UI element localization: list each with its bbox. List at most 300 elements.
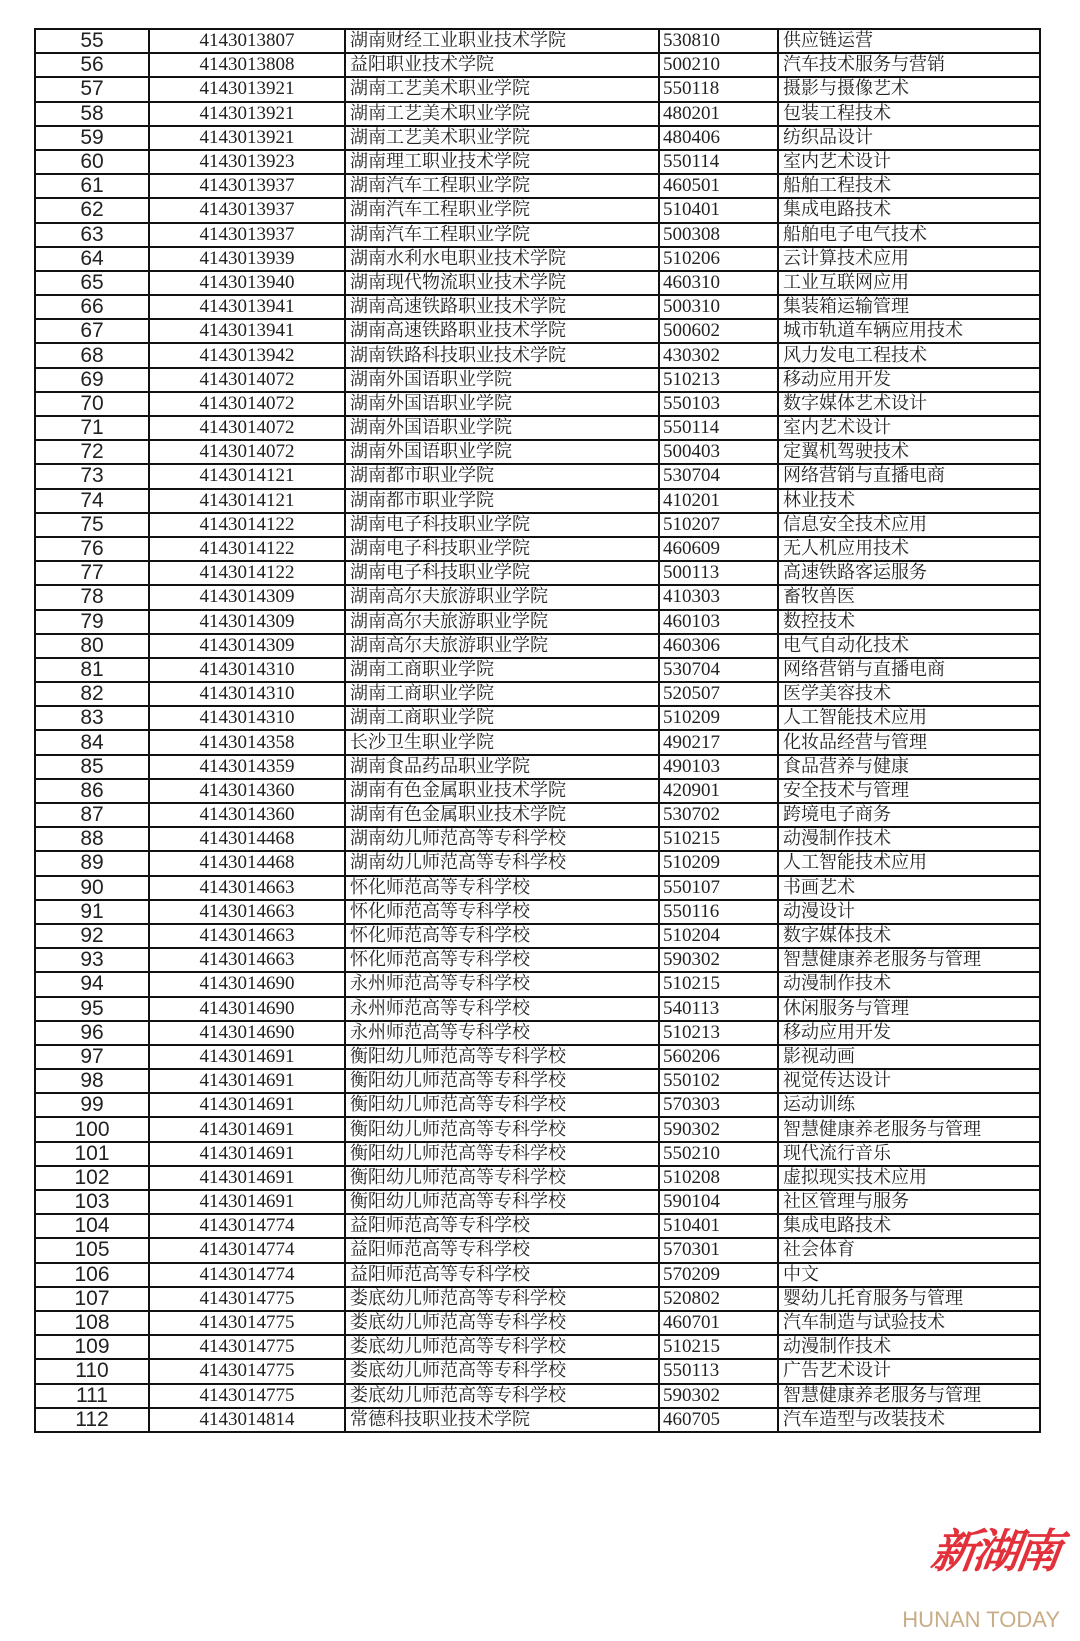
major-name-cell: 数控技术	[778, 610, 1040, 634]
majors-table	[34, 28, 1041, 1433]
major-code-cell: 590104	[659, 1190, 778, 1214]
major-name-cell: 移动应用开发	[778, 368, 1040, 392]
major-code-cell: 520802	[659, 1287, 778, 1311]
row-number-cell: 68	[35, 343, 149, 367]
school-name-cell: 衡阳幼儿师范高等专科学校	[345, 1069, 659, 1093]
school-code-cell: 4143014663	[149, 900, 345, 924]
school-name-cell: 湖南理工职业技术学院	[345, 150, 659, 174]
row-number-cell: 101	[35, 1142, 149, 1166]
table-row	[35, 755, 1040, 779]
major-code-cell: 560206	[659, 1045, 778, 1069]
major-code-cell: 510401	[659, 198, 778, 222]
major-name-cell: 化妆品经营与管理	[778, 730, 1040, 754]
row-number-cell: 104	[35, 1214, 149, 1238]
row-number-cell: 70	[35, 392, 149, 416]
major-name-cell: 网络营销与直播电商	[778, 658, 1040, 682]
school-code-cell: 4143013807	[149, 29, 345, 53]
row-number-cell: 78	[35, 585, 149, 609]
school-name-cell: 湖南有色金属职业技术学院	[345, 779, 659, 803]
school-name-cell: 娄底幼儿师范高等专科学校	[345, 1384, 659, 1408]
row-number-cell: 58	[35, 102, 149, 126]
school-code-cell: 4143014775	[149, 1335, 345, 1359]
major-name-cell: 室内艺术设计	[778, 416, 1040, 440]
row-number-cell: 102	[35, 1166, 149, 1190]
school-code-cell: 4143013808	[149, 53, 345, 77]
major-code-cell: 590302	[659, 1117, 778, 1141]
row-number-cell: 110	[35, 1359, 149, 1383]
school-code-cell: 4143013939	[149, 247, 345, 271]
major-name-cell: 工业互联网应用	[778, 271, 1040, 295]
table-row	[35, 658, 1040, 682]
major-code-cell: 410201	[659, 489, 778, 513]
major-name-cell: 休闲服务与管理	[778, 997, 1040, 1021]
school-name-cell: 湖南工艺美术职业学院	[345, 126, 659, 150]
school-code-cell: 4143014358	[149, 730, 345, 754]
school-code-cell: 4143014310	[149, 658, 345, 682]
row-number-cell: 105	[35, 1238, 149, 1262]
school-name-cell: 湖南高尔夫旅游职业学院	[345, 585, 659, 609]
school-code-cell: 4143014775	[149, 1311, 345, 1335]
table-row	[35, 876, 1040, 900]
major-code-cell: 500210	[659, 53, 778, 77]
school-name-cell: 湖南工商职业学院	[345, 658, 659, 682]
school-code-cell: 4143014691	[149, 1093, 345, 1117]
school-code-cell: 4143014691	[149, 1166, 345, 1190]
major-name-cell: 摄影与摄像艺术	[778, 77, 1040, 101]
row-number-cell: 62	[35, 198, 149, 222]
row-number-cell: 107	[35, 1287, 149, 1311]
major-code-cell: 480406	[659, 126, 778, 150]
row-number-cell: 83	[35, 706, 149, 730]
major-name-cell: 汽车造型与改装技术	[778, 1408, 1040, 1432]
major-code-cell: 510209	[659, 851, 778, 875]
major-code-cell: 520507	[659, 682, 778, 706]
school-name-cell: 常德科技职业技术学院	[345, 1408, 659, 1432]
watermark-logo: 新湖南	[927, 1524, 1062, 1578]
major-code-cell: 550102	[659, 1069, 778, 1093]
row-number-cell: 98	[35, 1069, 149, 1093]
major-code-cell: 500308	[659, 223, 778, 247]
table-row	[35, 343, 1040, 367]
major-name-cell: 影视动画	[778, 1045, 1040, 1069]
major-code-cell: 460609	[659, 537, 778, 561]
school-code-cell: 4143013941	[149, 319, 345, 343]
table-row	[35, 1142, 1040, 1166]
row-number-cell: 91	[35, 900, 149, 924]
school-code-cell: 4143014310	[149, 682, 345, 706]
major-name-cell: 移动应用开发	[778, 1021, 1040, 1045]
table-row	[35, 77, 1040, 101]
major-name-cell: 集装箱运输管理	[778, 295, 1040, 319]
major-name-cell: 现代流行音乐	[778, 1142, 1040, 1166]
school-code-cell: 4143013921	[149, 102, 345, 126]
major-code-cell: 510207	[659, 513, 778, 537]
table-row	[35, 1093, 1040, 1117]
major-name-cell: 船舶电子电气技术	[778, 223, 1040, 247]
school-code-cell: 4143014663	[149, 924, 345, 948]
major-code-cell: 430302	[659, 343, 778, 367]
row-number-cell: 81	[35, 658, 149, 682]
major-name-cell: 集成电路技术	[778, 1214, 1040, 1238]
table-row	[35, 319, 1040, 343]
row-number-cell: 84	[35, 730, 149, 754]
major-name-cell: 纺织品设计	[778, 126, 1040, 150]
major-name-cell: 书画艺术	[778, 876, 1040, 900]
major-code-cell: 550103	[659, 392, 778, 416]
row-number-cell: 63	[35, 223, 149, 247]
school-code-cell: 4143014691	[149, 1142, 345, 1166]
school-name-cell: 湖南高速铁路职业技术学院	[345, 295, 659, 319]
school-code-cell: 4143014691	[149, 1117, 345, 1141]
table-row	[35, 537, 1040, 561]
major-name-cell: 人工智能技术应用	[778, 706, 1040, 730]
major-name-cell: 网络营销与直播电商	[778, 464, 1040, 488]
school-name-cell: 湖南财经工业职业技术学院	[345, 29, 659, 53]
major-code-cell: 460306	[659, 634, 778, 658]
school-code-cell: 4143014122	[149, 513, 345, 537]
row-number-cell: 64	[35, 247, 149, 271]
major-name-cell: 医学美容技术	[778, 682, 1040, 706]
table-row	[35, 706, 1040, 730]
table-row	[35, 464, 1040, 488]
major-code-cell: 540113	[659, 997, 778, 1021]
school-name-cell: 湖南电子科技职业学院	[345, 537, 659, 561]
major-name-cell: 社会体育	[778, 1238, 1040, 1262]
school-name-cell: 衡阳幼儿师范高等专科学校	[345, 1045, 659, 1069]
row-number-cell: 61	[35, 174, 149, 198]
school-code-cell: 4143013921	[149, 77, 345, 101]
row-number-cell: 99	[35, 1093, 149, 1117]
table-row	[35, 827, 1040, 851]
row-number-cell: 67	[35, 319, 149, 343]
table-row	[35, 779, 1040, 803]
school-code-cell: 4143014359	[149, 755, 345, 779]
row-number-cell: 93	[35, 948, 149, 972]
major-code-cell: 510206	[659, 247, 778, 271]
major-name-cell: 智慧健康养老服务与管理	[778, 1384, 1040, 1408]
row-number-cell: 111	[35, 1384, 149, 1408]
table-row	[35, 440, 1040, 464]
school-name-cell: 湖南汽车工程职业学院	[345, 174, 659, 198]
table-row	[35, 150, 1040, 174]
major-code-cell: 500113	[659, 561, 778, 585]
major-code-cell: 510213	[659, 1021, 778, 1045]
table-row	[35, 368, 1040, 392]
school-code-cell: 4143013940	[149, 271, 345, 295]
major-name-cell: 数字媒体艺术设计	[778, 392, 1040, 416]
school-code-cell: 4143014814	[149, 1408, 345, 1432]
school-code-cell: 4143014072	[149, 440, 345, 464]
school-name-cell: 永州师范高等专科学校	[345, 1021, 659, 1045]
major-code-cell: 510401	[659, 1214, 778, 1238]
school-name-cell: 益阳职业技术学院	[345, 53, 659, 77]
major-name-cell: 林业技术	[778, 489, 1040, 513]
row-number-cell: 85	[35, 755, 149, 779]
row-number-cell: 73	[35, 464, 149, 488]
table-row	[35, 803, 1040, 827]
row-number-cell: 96	[35, 1021, 149, 1045]
major-name-cell: 人工智能技术应用	[778, 851, 1040, 875]
major-name-cell: 动漫制作技术	[778, 1335, 1040, 1359]
major-code-cell: 530704	[659, 658, 778, 682]
major-name-cell: 视觉传达设计	[778, 1069, 1040, 1093]
major-code-cell: 460103	[659, 610, 778, 634]
school-code-cell: 4143014775	[149, 1287, 345, 1311]
major-name-cell: 无人机应用技术	[778, 537, 1040, 561]
row-number-cell: 65	[35, 271, 149, 295]
school-name-cell: 湖南外国语职业学院	[345, 392, 659, 416]
table-row	[35, 1311, 1040, 1335]
school-name-cell: 娄底幼儿师范高等专科学校	[345, 1287, 659, 1311]
row-number-cell: 57	[35, 77, 149, 101]
row-number-cell: 74	[35, 489, 149, 513]
table-row	[35, 489, 1040, 513]
school-code-cell: 4143014309	[149, 634, 345, 658]
major-code-cell: 460310	[659, 271, 778, 295]
major-name-cell: 汽车技术服务与营销	[778, 53, 1040, 77]
table-row	[35, 972, 1040, 996]
school-name-cell: 怀化师范高等专科学校	[345, 948, 659, 972]
major-code-cell: 510204	[659, 924, 778, 948]
row-number-cell: 80	[35, 634, 149, 658]
table-row	[35, 126, 1040, 150]
table-row	[35, 610, 1040, 634]
table-row	[35, 1359, 1040, 1383]
school-name-cell: 湖南工艺美术职业学院	[345, 102, 659, 126]
school-code-cell: 4143014310	[149, 706, 345, 730]
row-number-cell: 69	[35, 368, 149, 392]
school-code-cell: 4143014690	[149, 972, 345, 996]
row-number-cell: 72	[35, 440, 149, 464]
row-number-cell: 109	[35, 1335, 149, 1359]
school-name-cell: 湖南幼儿师范高等专科学校	[345, 827, 659, 851]
school-name-cell: 益阳师范高等专科学校	[345, 1214, 659, 1238]
school-code-cell: 4143014663	[149, 948, 345, 972]
school-code-cell: 4143013923	[149, 150, 345, 174]
school-name-cell: 湖南铁路科技职业技术学院	[345, 343, 659, 367]
school-code-cell: 4143014774	[149, 1214, 345, 1238]
major-name-cell: 畜牧兽医	[778, 585, 1040, 609]
row-number-cell: 90	[35, 876, 149, 900]
school-code-cell: 4143013937	[149, 223, 345, 247]
row-number-cell: 88	[35, 827, 149, 851]
major-code-cell: 500602	[659, 319, 778, 343]
major-code-cell: 500403	[659, 440, 778, 464]
school-name-cell: 衡阳幼儿师范高等专科学校	[345, 1190, 659, 1214]
table-row	[35, 1045, 1040, 1069]
school-code-cell: 4143014468	[149, 827, 345, 851]
school-name-cell: 娄底幼儿师范高等专科学校	[345, 1311, 659, 1335]
school-name-cell: 湖南外国语职业学院	[345, 416, 659, 440]
major-name-cell: 集成电路技术	[778, 198, 1040, 222]
school-name-cell: 益阳师范高等专科学校	[345, 1263, 659, 1287]
school-code-cell: 4143014691	[149, 1190, 345, 1214]
school-code-cell: 4143014121	[149, 489, 345, 513]
major-name-cell: 动漫设计	[778, 900, 1040, 924]
row-number-cell: 75	[35, 513, 149, 537]
school-code-cell: 4143014309	[149, 585, 345, 609]
school-code-cell: 4143014774	[149, 1238, 345, 1262]
table-row	[35, 561, 1040, 585]
row-number-cell: 108	[35, 1311, 149, 1335]
major-name-cell: 高速铁路客运服务	[778, 561, 1040, 585]
table-row	[35, 1021, 1040, 1045]
major-name-cell: 数字媒体技术	[778, 924, 1040, 948]
school-name-cell: 湖南电子科技职业学院	[345, 513, 659, 537]
major-name-cell: 定翼机驾驶技术	[778, 440, 1040, 464]
table-row	[35, 1384, 1040, 1408]
table-row	[35, 223, 1040, 247]
school-code-cell: 4143014691	[149, 1045, 345, 1069]
table-row	[35, 997, 1040, 1021]
school-code-cell: 4143014360	[149, 803, 345, 827]
major-code-cell: 570301	[659, 1238, 778, 1262]
table-row	[35, 924, 1040, 948]
school-name-cell: 湖南高速铁路职业技术学院	[345, 319, 659, 343]
school-name-cell: 衡阳幼儿师范高等专科学校	[345, 1166, 659, 1190]
table-row	[35, 900, 1040, 924]
major-code-cell: 510209	[659, 706, 778, 730]
school-code-cell: 4143014122	[149, 537, 345, 561]
row-number-cell: 86	[35, 779, 149, 803]
major-name-cell: 风力发电工程技术	[778, 343, 1040, 367]
major-code-cell: 550116	[659, 900, 778, 924]
table-row	[35, 513, 1040, 537]
table-row	[35, 416, 1040, 440]
table-row	[35, 682, 1040, 706]
major-code-cell: 510215	[659, 1335, 778, 1359]
school-name-cell: 娄底幼儿师范高等专科学校	[345, 1335, 659, 1359]
school-code-cell: 4143014072	[149, 392, 345, 416]
school-name-cell: 永州师范高等专科学校	[345, 997, 659, 1021]
major-code-cell: 570303	[659, 1093, 778, 1117]
major-code-cell: 590302	[659, 948, 778, 972]
school-name-cell: 湖南高尔夫旅游职业学院	[345, 634, 659, 658]
school-code-cell: 4143013921	[149, 126, 345, 150]
major-name-cell: 智慧健康养老服务与管理	[778, 1117, 1040, 1141]
major-code-cell: 530704	[659, 464, 778, 488]
major-code-cell: 590302	[659, 1384, 778, 1408]
school-code-cell: 4143013942	[149, 343, 345, 367]
school-name-cell: 湖南食品药品职业学院	[345, 755, 659, 779]
school-name-cell: 湖南电子科技职业学院	[345, 561, 659, 585]
major-code-cell: 530702	[659, 803, 778, 827]
row-number-cell: 100	[35, 1117, 149, 1141]
school-name-cell: 湖南幼儿师范高等专科学校	[345, 851, 659, 875]
major-name-cell: 动漫制作技术	[778, 827, 1040, 851]
row-number-cell: 89	[35, 851, 149, 875]
table-row	[35, 851, 1040, 875]
school-code-cell: 4143014122	[149, 561, 345, 585]
major-name-cell: 汽车制造与试验技术	[778, 1311, 1040, 1335]
school-name-cell: 湖南工商职业学院	[345, 682, 659, 706]
school-code-cell: 4143013937	[149, 174, 345, 198]
school-name-cell: 湖南外国语职业学院	[345, 368, 659, 392]
major-name-cell: 智慧健康养老服务与管理	[778, 948, 1040, 972]
major-code-cell: 420901	[659, 779, 778, 803]
major-code-cell: 550114	[659, 416, 778, 440]
major-name-cell: 运动训练	[778, 1093, 1040, 1117]
major-code-cell: 460701	[659, 1311, 778, 1335]
table-row	[35, 198, 1040, 222]
row-number-cell: 71	[35, 416, 149, 440]
school-code-cell: 4143014663	[149, 876, 345, 900]
table-row	[35, 1287, 1040, 1311]
school-name-cell: 湖南高尔夫旅游职业学院	[345, 610, 659, 634]
table-row	[35, 1069, 1040, 1093]
school-code-cell: 4143014775	[149, 1384, 345, 1408]
school-name-cell: 湖南都市职业学院	[345, 464, 659, 488]
watermark-english-text: HUNAN TODAY	[902, 1607, 1060, 1632]
major-name-cell: 云计算技术应用	[778, 247, 1040, 271]
table-row	[35, 295, 1040, 319]
school-name-cell: 娄底幼儿师范高等专科学校	[345, 1359, 659, 1383]
row-number-cell: 59	[35, 126, 149, 150]
row-number-cell: 56	[35, 53, 149, 77]
school-name-cell: 永州师范高等专科学校	[345, 972, 659, 996]
major-name-cell: 船舶工程技术	[778, 174, 1040, 198]
row-number-cell: 103	[35, 1190, 149, 1214]
table-row	[35, 1117, 1040, 1141]
table-row	[35, 634, 1040, 658]
school-name-cell: 湖南都市职业学院	[345, 489, 659, 513]
major-name-cell: 城市轨道车辆应用技术	[778, 319, 1040, 343]
school-code-cell: 4143014690	[149, 1021, 345, 1045]
table-row	[35, 271, 1040, 295]
table-row	[35, 1335, 1040, 1359]
table-row	[35, 1166, 1040, 1190]
table-row	[35, 29, 1040, 53]
school-code-cell: 4143014072	[149, 368, 345, 392]
major-name-cell: 跨境电子商务	[778, 803, 1040, 827]
major-code-cell: 460705	[659, 1408, 778, 1432]
table-row	[35, 1214, 1040, 1238]
table-row	[35, 585, 1040, 609]
school-name-cell: 湖南有色金属职业技术学院	[345, 803, 659, 827]
table-row	[35, 392, 1040, 416]
major-code-cell: 510215	[659, 827, 778, 851]
row-number-cell: 60	[35, 150, 149, 174]
row-number-cell: 82	[35, 682, 149, 706]
major-code-cell: 550114	[659, 150, 778, 174]
school-name-cell: 湖南汽车工程职业学院	[345, 198, 659, 222]
school-code-cell: 4143014309	[149, 610, 345, 634]
major-code-cell: 530810	[659, 29, 778, 53]
table-row	[35, 1263, 1040, 1287]
school-name-cell: 湖南工商职业学院	[345, 706, 659, 730]
row-number-cell: 92	[35, 924, 149, 948]
table-row	[35, 730, 1040, 754]
row-number-cell: 112	[35, 1408, 149, 1432]
row-number-cell: 79	[35, 610, 149, 634]
school-name-cell: 衡阳幼儿师范高等专科学校	[345, 1117, 659, 1141]
major-code-cell: 570209	[659, 1263, 778, 1287]
major-code-cell: 510215	[659, 972, 778, 996]
major-code-cell: 410303	[659, 585, 778, 609]
school-code-cell: 4143014360	[149, 779, 345, 803]
major-code-cell: 480201	[659, 102, 778, 126]
school-name-cell: 湖南现代物流职业技术学院	[345, 271, 659, 295]
row-number-cell: 95	[35, 997, 149, 1021]
major-name-cell: 虚拟现实技术应用	[778, 1166, 1040, 1190]
table-row	[35, 174, 1040, 198]
school-name-cell: 湖南外国语职业学院	[345, 440, 659, 464]
school-code-cell: 4143014775	[149, 1359, 345, 1383]
school-code-cell: 4143014691	[149, 1069, 345, 1093]
school-name-cell: 湖南水利水电职业技术学院	[345, 247, 659, 271]
major-name-cell: 中文	[778, 1263, 1040, 1287]
major-code-cell: 550210	[659, 1142, 778, 1166]
